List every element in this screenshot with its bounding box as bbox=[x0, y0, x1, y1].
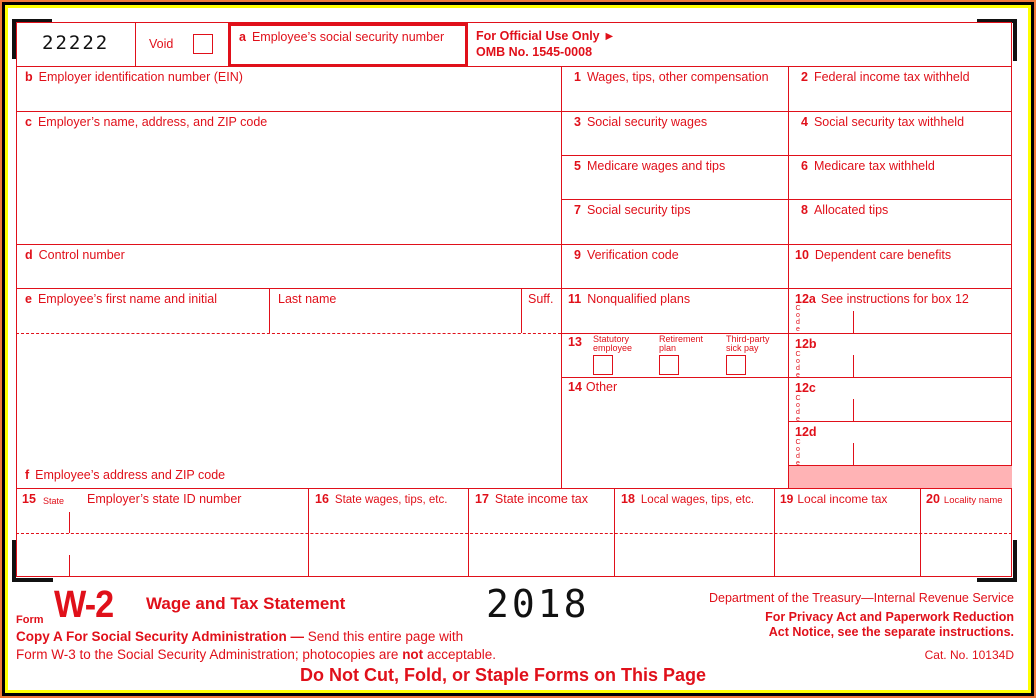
box-11-text: Nonqualified plans bbox=[587, 292, 691, 306]
shaded-box bbox=[789, 466, 1012, 488]
box-8-number: 8 bbox=[801, 203, 808, 217]
box-18-label bbox=[621, 492, 754, 507]
box-4-label bbox=[801, 115, 964, 129]
box-2-label bbox=[801, 70, 970, 84]
do-not-cut-warning: Do Not Cut, Fold, or Staple Forms on This Page bbox=[300, 665, 707, 685]
box-12a-text: See instructions for box 12 bbox=[820, 292, 969, 306]
box-9-verification-field[interactable] bbox=[562, 245, 788, 288]
retirement-plan-label bbox=[659, 335, 703, 353]
box-8-text: Allocated tips bbox=[813, 203, 889, 217]
box-12b-field[interactable] bbox=[789, 334, 1012, 377]
box-12c-field[interactable] bbox=[789, 378, 1012, 421]
retirement-line2: plan bbox=[659, 343, 677, 353]
box-20-label bbox=[926, 492, 1003, 508]
box-7-ss-tips-field[interactable] bbox=[562, 200, 788, 244]
box-15-number: 15 bbox=[22, 492, 36, 506]
box-e-label bbox=[25, 292, 217, 306]
box-10-number: 10 bbox=[795, 248, 809, 262]
box-16-label bbox=[315, 492, 447, 507]
state-label: State bbox=[43, 496, 65, 506]
retirement-line1: Retirement bbox=[659, 334, 704, 344]
box-11-nonqualified-field[interactable] bbox=[562, 289, 788, 333]
box-12c-number: 12c bbox=[795, 381, 816, 395]
box-20-locality-field[interactable] bbox=[921, 489, 1012, 577]
box-a-letter: a bbox=[239, 30, 246, 44]
official-use-label: For Official Use Only ► bbox=[476, 29, 616, 43]
divider bbox=[135, 22, 136, 67]
box-7-label bbox=[574, 203, 690, 217]
box-d-control-field[interactable] bbox=[17, 245, 561, 288]
form-title: Wage and Tax Statement bbox=[146, 594, 346, 613]
box-5-text: Medicare wages and tips bbox=[586, 159, 726, 173]
box-20-text: Locality name bbox=[943, 495, 1003, 506]
box-19-label bbox=[780, 492, 887, 506]
box-2-federal-tax-field[interactable] bbox=[789, 67, 1012, 111]
box-14-text: Other bbox=[585, 380, 618, 394]
box-4-number: 4 bbox=[801, 115, 808, 129]
void-checkbox[interactable] bbox=[193, 34, 213, 54]
box-d-label bbox=[25, 248, 125, 262]
box-12d-field[interactable] bbox=[789, 422, 1012, 465]
box-5-medicare-wages-field[interactable] bbox=[562, 156, 788, 199]
box-9-number: 9 bbox=[574, 248, 581, 262]
statutory-employee-label bbox=[593, 335, 632, 353]
box-20-number: 20 bbox=[926, 492, 940, 506]
code-vertical-label: C o d e bbox=[795, 305, 801, 333]
box-12a-field[interactable] bbox=[789, 289, 1012, 333]
box-3-ss-wages-field[interactable] bbox=[562, 112, 788, 155]
box-9-label bbox=[574, 248, 679, 262]
box-12b-number: 12b bbox=[795, 337, 817, 351]
privacy-notice-line1: For Privacy Act and Paperwork Reduction bbox=[765, 610, 1014, 624]
form-id-code: 22222 bbox=[42, 32, 110, 54]
box-14-number: 14 bbox=[568, 380, 582, 394]
omb-number: OMB No. 1545-0008 bbox=[476, 45, 593, 59]
box-18-number: 18 bbox=[621, 492, 635, 506]
box-19-number: 19 bbox=[780, 492, 794, 506]
box-17-label bbox=[475, 492, 588, 506]
box-12a-number: 12a bbox=[795, 292, 816, 306]
tax-year: 2018 bbox=[486, 582, 590, 626]
void-label: Void bbox=[149, 37, 174, 51]
registration-mark-bottom-right-h bbox=[977, 578, 1017, 582]
box-d-letter: d bbox=[25, 248, 33, 262]
box-3-text: Social security wages bbox=[586, 115, 708, 129]
box-7-number: 7 bbox=[574, 203, 581, 217]
copy-a-not: not bbox=[402, 647, 424, 662]
box-c-employer-field[interactable] bbox=[17, 112, 561, 244]
registration-mark-bottom-right bbox=[1013, 540, 1017, 582]
box-b-label bbox=[25, 70, 243, 84]
registration-mark-top-right-v bbox=[1013, 19, 1017, 61]
copy-a-line2 bbox=[16, 647, 496, 662]
box-14-other-field[interactable] bbox=[562, 378, 788, 488]
box-19-text: Local income tax bbox=[797, 492, 888, 506]
code-vertical-label: C o d e bbox=[795, 395, 801, 423]
box-c-label bbox=[25, 115, 267, 129]
third-party-sick-pay-label bbox=[726, 335, 770, 353]
box-1-wages-field[interactable] bbox=[562, 67, 788, 111]
copy-a-line2-end: acceptable. bbox=[423, 647, 496, 662]
box-1-label bbox=[574, 70, 769, 84]
box-e-text: Employee’s first name and initial bbox=[37, 292, 217, 306]
box-17-text: State income tax bbox=[494, 492, 589, 506]
box-a-ssn-field[interactable] bbox=[228, 23, 468, 67]
employer-state-id-label: Employer’s state ID number bbox=[87, 492, 242, 506]
box-11-label bbox=[568, 292, 690, 306]
suffix-field[interactable] bbox=[522, 289, 561, 333]
box-6-text: Medicare tax withheld bbox=[813, 159, 935, 173]
box-c-text: Employer’s name, address, and ZIP code bbox=[37, 115, 268, 129]
box-5-label bbox=[574, 159, 725, 173]
box-b-text: Employer identification number (EIN) bbox=[38, 70, 243, 84]
box-19-local-tax-field[interactable] bbox=[775, 489, 920, 577]
box-2-text: Federal income tax withheld bbox=[813, 70, 970, 84]
box-11-number: 11 bbox=[568, 292, 582, 306]
code-divider bbox=[853, 355, 854, 377]
box-a-text: Employee’s social security number bbox=[251, 30, 445, 44]
code-vertical-label: C o d e bbox=[795, 439, 801, 467]
last-name-field[interactable] bbox=[270, 289, 521, 333]
registration-mark-bottom-left-h bbox=[12, 578, 53, 582]
box-12a-label bbox=[795, 292, 969, 306]
box-10-dependent-care-field[interactable] bbox=[789, 245, 1012, 288]
box-3-number: 3 bbox=[574, 115, 581, 129]
code-divider bbox=[853, 443, 854, 465]
box-13-checkboxes bbox=[562, 334, 788, 377]
department-label: Department of the Treasury—Internal Revenue Service bbox=[708, 591, 1014, 605]
box-2-number: 2 bbox=[801, 70, 808, 84]
third-party-line1: Third-party bbox=[726, 334, 770, 344]
privacy-notice-line2: Act Notice, see the separate instructions. bbox=[768, 625, 1014, 639]
box-18-local-wages-field[interactable] bbox=[615, 489, 774, 577]
box-d-text: Control number bbox=[38, 248, 125, 262]
last-name-label: Last name bbox=[278, 292, 337, 306]
box-f-text: Employee’s address and ZIP code bbox=[35, 468, 226, 482]
statutory-employee-checkbox[interactable] bbox=[593, 355, 613, 375]
box-13-number: 13 bbox=[568, 335, 582, 349]
box-16-text: State wages, tips, etc. bbox=[334, 494, 448, 506]
box-16-state-wages-field[interactable] bbox=[309, 489, 468, 577]
box-e-letter: e bbox=[25, 292, 32, 306]
box-b-letter: b bbox=[25, 70, 33, 84]
box-1-number: 1 bbox=[574, 70, 581, 84]
catalog-number: Cat. No. 10134D bbox=[924, 648, 1014, 662]
box-10-text: Dependent care benefits bbox=[814, 248, 952, 262]
box-12d-number: 12d bbox=[795, 425, 817, 439]
retirement-plan-checkbox[interactable] bbox=[659, 355, 679, 375]
copy-a-line2-text: Form W-3 to the Social Security Administration; photocopies are bbox=[16, 647, 403, 662]
box-16-number: 16 bbox=[315, 492, 329, 506]
statutory-line2: employee bbox=[593, 343, 633, 353]
copy-a-bold: Copy A For Social Security Administration — bbox=[16, 629, 305, 644]
box-15-state-field[interactable] bbox=[17, 489, 308, 577]
box-7-text: Social security tips bbox=[586, 203, 691, 217]
box-10-label bbox=[795, 248, 951, 262]
box-9-text: Verification code bbox=[586, 248, 679, 262]
box-c-letter: c bbox=[25, 115, 32, 129]
copy-a-line1 bbox=[16, 629, 463, 644]
code-vertical-label: C o d e bbox=[795, 351, 801, 379]
box-e-first-name-field[interactable] bbox=[17, 289, 269, 333]
box-17-number: 17 bbox=[475, 492, 489, 506]
box-17-state-tax-field[interactable] bbox=[469, 489, 614, 577]
box-14-label bbox=[568, 380, 617, 394]
copy-a-rest: Send this entire page with bbox=[304, 629, 464, 644]
box-6-label bbox=[801, 159, 935, 173]
code-divider bbox=[853, 311, 854, 333]
statutory-line1: Statutory bbox=[593, 334, 630, 344]
box-18-text: Local wages, tips, etc. bbox=[640, 494, 755, 506]
box-6-number: 6 bbox=[801, 159, 808, 173]
form-name-w2: W-2 bbox=[54, 584, 114, 626]
box-4-ss-tax-field[interactable] bbox=[789, 112, 1012, 155]
box-f-address-field[interactable] bbox=[17, 334, 561, 488]
box-1-text: Wages, tips, other compensation bbox=[586, 70, 769, 84]
third-party-line2: sick pay bbox=[726, 343, 759, 353]
box-a-label bbox=[239, 30, 444, 44]
box-3-label bbox=[574, 115, 707, 129]
box-8-allocated-tips-field[interactable] bbox=[789, 200, 1012, 244]
box-5-number: 5 bbox=[574, 159, 581, 173]
code-divider bbox=[853, 399, 854, 421]
box-f-letter: f bbox=[25, 468, 30, 482]
suffix-label: Suff. bbox=[528, 292, 554, 306]
form-word: Form bbox=[16, 614, 44, 626]
box-6-medicare-tax-field[interactable] bbox=[789, 156, 1012, 199]
box-b-ein-field[interactable] bbox=[17, 67, 561, 111]
box-f-label bbox=[25, 468, 225, 482]
third-party-sick-pay-checkbox[interactable] bbox=[726, 355, 746, 375]
box-8-label bbox=[801, 203, 888, 217]
box-4-text: Social security tax withheld bbox=[813, 115, 965, 129]
